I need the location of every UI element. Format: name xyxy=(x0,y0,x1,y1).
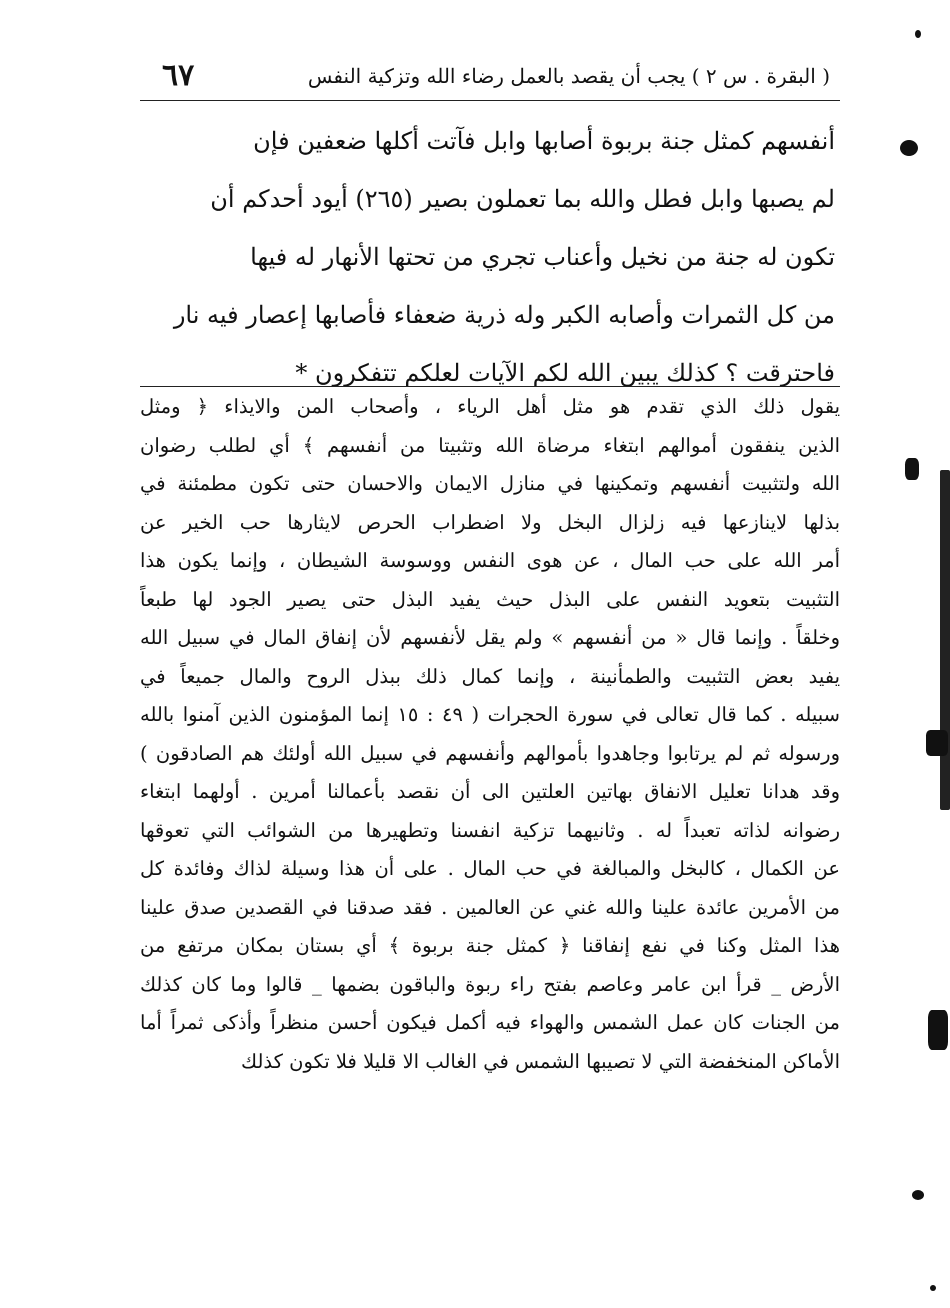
commentary-block xyxy=(140,388,840,1081)
page-header xyxy=(140,58,830,100)
scan-speck xyxy=(930,1285,936,1291)
scan-blot xyxy=(905,458,919,480)
scan-speck xyxy=(912,1190,924,1200)
header-rule xyxy=(140,100,840,101)
commentary-line: الله ولتثبيت أنفسهم وتمكينها في منازل الايمان والاحسان حتى تكون مطمئنة في xyxy=(140,472,840,495)
commentary-line: التثبيت بتعويد النفس على البذل حيث يفيد البذل حتى يصير الجود لها طبعاً xyxy=(140,587,840,611)
commentary-line: عن الكمال ، كالبخل والمبالغة في حب المال . على أن هذا وسيلة لذاك وفائدة كل xyxy=(140,857,840,880)
commentary-line: يقول ذلك الذي تقدم هو مثل أهل الرياء ، وأصحاب المن والايذاء ﴿ ومثل xyxy=(140,395,840,418)
commentary-line: الأرض _ قرأ ابن عامر وعاصم بفتح راء ربوة والباقون بضمها _ قالوا وما كان كذلك xyxy=(140,972,840,996)
commentary-line: وقد هدانا تعليل الانفاق بهاتين العلتين الى أن نقصد بأعمالنا أمرين . أولهما ابتغاء xyxy=(140,780,840,803)
commentary-line: سبيله . كما قال تعالى في سورة الحجرات ( ٤٩ : ١٥ إنما المؤمنون الذين آمنوا بالله xyxy=(140,703,840,726)
page-number: ٦٧ xyxy=(162,58,195,93)
commentary-line: أمر الله على حب المال ، عن هوى النفس ووسوسة الشيطان ، وإنما يكون هذا xyxy=(140,549,840,572)
quran-verse-block xyxy=(140,112,835,402)
commentary-line: ورسوله ثم لم يرتابوا وجاهدوا بأموالهم وأنفسهم في سبيل الله أولئك هم الصادقون ) xyxy=(140,741,840,765)
commentary-line: الأماكن المنخفضة التي لا تصيبها الشمس في الغالب الا قليلا فلا تكون كذلك xyxy=(241,1049,840,1073)
verse-line: من كل الثمرات وأصابه الكبر وله ذرية ضعفاء فأصابها إعصار فيه نار xyxy=(173,301,835,329)
scan-blot xyxy=(928,1010,948,1050)
verse-line: تكون له جنة من نخيل وأعناب تجري من تحتها الأنهار له فيها xyxy=(250,243,835,271)
commentary-line: رضوانه لذاته تعبداً له . وثانيهما تزكية انفسنا وتطهيرها من الشوائب التي تعوقها xyxy=(140,818,840,842)
scan-edge-bar xyxy=(940,470,950,810)
commentary-line: يفيد بعض التثبيت والطمأنينة ، وإنما كمال ذلك ببذل الروح والمال جميعاً في xyxy=(140,664,840,688)
section-divider xyxy=(140,386,840,387)
commentary-line: وخلقاً . وإنما قال « من أنفسهم » ولم يقل لأنفسهم لأن إنفاق المال في سبيل الله xyxy=(140,626,840,649)
scan-speck xyxy=(915,30,921,38)
scan-blot xyxy=(926,730,948,756)
verse-line: فاحترقت ؟ كذلك يبين الله لكم الآيات لعلكم تتفكرون * xyxy=(295,359,835,387)
scan-blot xyxy=(900,140,918,156)
verse-line: أنفسهم كمثل جنة بربوة أصابها وابل فآتت أكلها ضعفين فإن xyxy=(253,127,835,155)
commentary-line: من الجنات كان عمل الشمس والهواء فيه أكمل فيكون أحسن منظراً وأذكى ثمراً أما xyxy=(140,1011,840,1034)
commentary-line: من الأمرين عائدة علينا والله غني عن العالمين . فقد صدقنا في القصدين صدق علينا xyxy=(140,895,840,919)
running-title: ( البقرة . س ٢ ) يجب أن يقصد بالعمل رضاء الله وتزكية النفس xyxy=(307,64,830,88)
commentary-line: هذا المثل وكنا في نفع إنفاقنا ﴿ كمثل جنة بربوة ﴾ أي بستان بمكان مرتفع من xyxy=(140,934,840,957)
commentary-line: الذين ينفقون أموالهم ابتغاء مرضاة الله وتثبيتا من أنفسهم ﴾ أي لطلب رضوان xyxy=(140,433,840,457)
commentary-line: بذلها لاينازعها فيه زلزال البخل ولا اضطراب الحرص لايثارها حب الخير عن xyxy=(140,510,840,534)
verse-line: لم يصبها وابل فطل والله بما تعملون بصير (٢٦٥) أيود أحدكم أن xyxy=(210,185,835,213)
